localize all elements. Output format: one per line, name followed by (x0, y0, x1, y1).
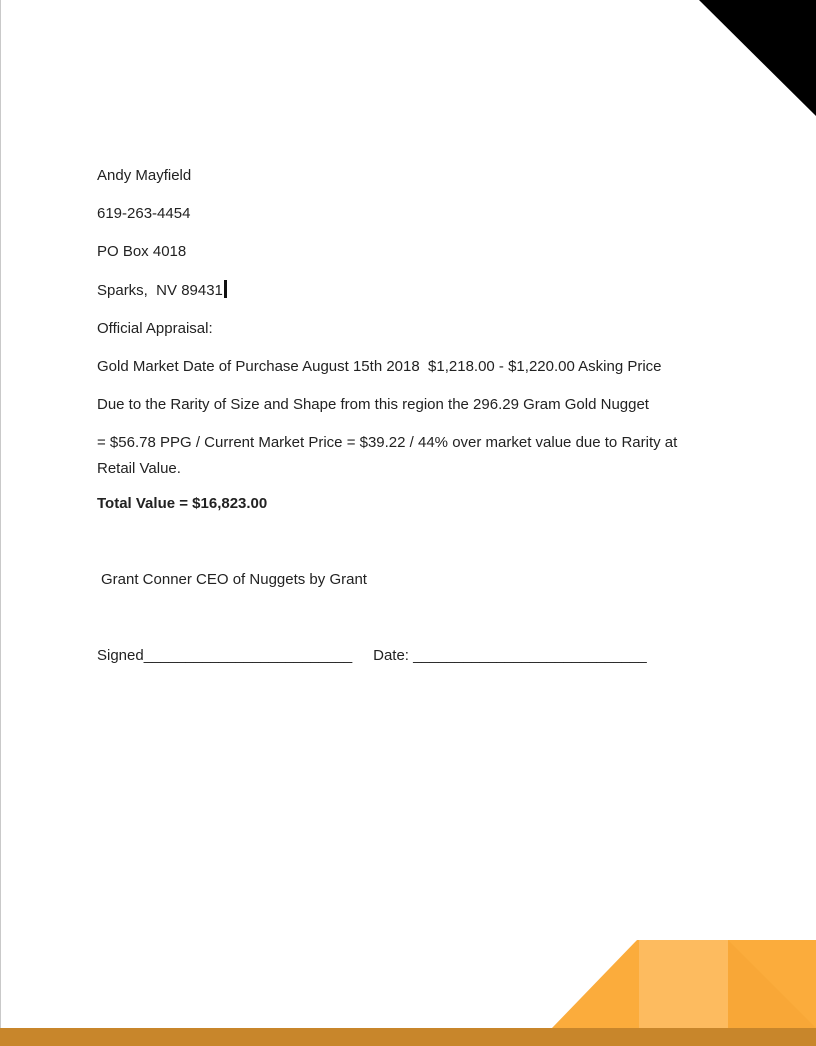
text-cursor (224, 280, 227, 298)
recipient-po-box: PO Box 4018 (97, 243, 187, 260)
corner-decoration-top (699, 0, 816, 116)
recipient-city-state-zip: Sparks, NV 89431 (97, 282, 223, 299)
recipient-phone: 619-263-4454 (97, 205, 191, 222)
appraisal-rarity-line: Due to the Rarity of Size and Shape from this region the 296.29 Gram Gold Nugget (97, 396, 649, 413)
orange-bottom-bar (0, 1028, 816, 1046)
corner-decoration-bottom (0, 940, 816, 1046)
total-value: Total Value = $16,823.00 (97, 495, 268, 512)
signer-name: Grant Conner CEO of Nuggets by Grant (101, 571, 367, 588)
appraisal-heading: Official Appraisal: (97, 320, 213, 337)
page-left-border (0, 0, 1, 1046)
recipient-name: Andy Mayfield (97, 167, 192, 184)
recipient-city-line[interactable] (97, 280, 717, 301)
appraisal-price-line: = $56.78 PPG / Current Market Price = $39.22 / 44% over market value due to Rarity at Retail Value. (97, 434, 678, 477)
letter-body (97, 166, 717, 684)
appraisal-market-line: Gold Market Date of Purchase August 15th 2018 $1,218.00 - $1,220.00 Asking Price (97, 358, 662, 375)
date-line: Date: ____________________________ (373, 647, 647, 664)
signature-row (97, 646, 717, 666)
orange-light-panel (639, 940, 728, 1028)
signed-line: Signed_________________________ (97, 647, 353, 664)
black-corner-triangle (699, 0, 816, 116)
